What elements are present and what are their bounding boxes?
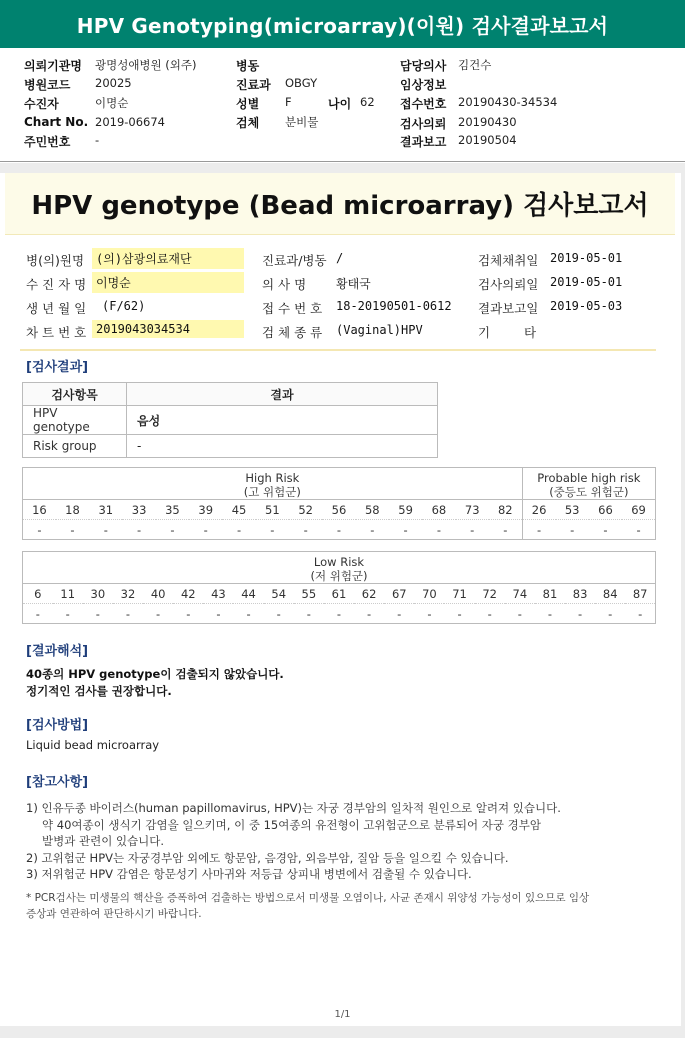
divider xyxy=(20,349,656,351)
doctor-label: 담당의사 xyxy=(400,59,447,73)
chart-label: Chart No. xyxy=(24,115,89,129)
grid-cell: - xyxy=(83,604,113,624)
results-table-header xyxy=(23,383,438,406)
grid-cell: 39 xyxy=(189,500,222,520)
chart-no-label: 차 트 번 호 xyxy=(26,325,87,340)
age-value: 62 xyxy=(360,95,375,109)
interpretation-text xyxy=(26,666,284,700)
specimen-type-value: (Vaginal)HPV xyxy=(336,323,423,337)
grid-cell: - xyxy=(444,604,474,624)
patient-dept-label: 진료과/병동 xyxy=(262,253,327,268)
grid-cell: - xyxy=(595,604,625,624)
low-risk-title: Low Risk xyxy=(313,554,365,569)
patient-doctor-value: 황태국 xyxy=(336,277,371,291)
grid-cell: - xyxy=(625,604,655,624)
grid-cell: 40 xyxy=(143,584,173,604)
grid-cell: - xyxy=(173,604,203,624)
grid-cell: 84 xyxy=(595,584,625,604)
code-label: 병원코드 xyxy=(24,78,71,92)
grid-cell: 81 xyxy=(535,584,565,604)
method-text: Liquid bead microarray xyxy=(26,738,160,752)
code-value: 20025 xyxy=(95,76,132,90)
grid-cell: - xyxy=(622,520,655,540)
high-risk-types-row xyxy=(23,500,656,520)
grid-cell: - xyxy=(535,604,565,624)
note-item-cont: 약 40여종이 생식기 감염을 일으키며, 이 중 15여종의 유전형이 고위험군으로 분류되어 자궁 경부암 xyxy=(42,817,541,832)
clinical-info-label: 임상정보 xyxy=(400,78,447,92)
grid-cell: - xyxy=(565,604,595,624)
grid-cell: - xyxy=(589,520,622,540)
page-gap xyxy=(0,163,685,173)
grid-cell: 82 xyxy=(489,500,522,520)
interpretation-section-title: [결과해석] xyxy=(26,644,89,659)
grid-cell: 74 xyxy=(505,584,535,604)
grid-cell: 53 xyxy=(556,500,589,520)
grid-cell: 73 xyxy=(456,500,489,520)
grid-cell: 58 xyxy=(356,500,389,520)
birth-value: (F/62) xyxy=(102,299,146,313)
patient-request-label: 검사의뢰일 xyxy=(478,277,539,292)
patient-accession-value: 18-20190501-0612 xyxy=(336,299,452,313)
low-risk-values-row xyxy=(23,604,656,624)
page-edge xyxy=(681,173,685,1026)
rrn-label: 주민번호 xyxy=(24,135,71,149)
request-info-panel xyxy=(0,48,685,162)
hospital-label: 의뢰기관명 xyxy=(24,59,82,73)
grid-cell: 11 xyxy=(53,584,83,604)
etc-label: 기 타 xyxy=(478,325,537,340)
doctor-value: 김건수 xyxy=(458,58,492,72)
accession-label: 접수번호 xyxy=(400,97,447,111)
interpretation-line: 40종의 HPV genotype이 검출되지 않았습니다. xyxy=(26,667,284,681)
patient-hospital-label: 병(의)원명 xyxy=(26,253,85,268)
footnote xyxy=(26,890,646,922)
grid-cell: - xyxy=(489,520,522,540)
low-risk-title-kr: (저 위험군) xyxy=(310,568,368,583)
banner-title: HPV Genotyping(microarray)(이원) 검사결과보고서 xyxy=(76,13,609,38)
patient-name-label: 수 진 자 명 xyxy=(26,277,87,292)
grid-cell: 54 xyxy=(264,584,294,604)
grid-cell: 43 xyxy=(203,584,233,604)
results-section-title: [검사결과] xyxy=(26,360,89,375)
sex-label: 성별 xyxy=(236,97,260,111)
grid-cell: 51 xyxy=(256,500,289,520)
row-item: HPV genotype xyxy=(23,406,127,435)
grid-cell: 87 xyxy=(625,584,655,604)
notes-list xyxy=(26,800,646,883)
patient-report-value: 2019-05-03 xyxy=(550,299,623,313)
grid-cell: 69 xyxy=(622,500,655,520)
table-row xyxy=(23,406,438,435)
grid-cell: 45 xyxy=(222,500,255,520)
probable-risk-header xyxy=(522,468,655,500)
grid-cell: 70 xyxy=(414,584,444,604)
rrn-value: - xyxy=(95,133,100,147)
grid-cell: 59 xyxy=(389,500,422,520)
grid-cell: - xyxy=(389,520,422,540)
high-risk-title-kr: (고 위험군) xyxy=(243,484,301,499)
grid-cell: - xyxy=(23,604,53,624)
grid-cell: - xyxy=(324,604,354,624)
grid-cell: - xyxy=(203,604,233,624)
grid-cell: - xyxy=(264,604,294,624)
grid-cell: 71 xyxy=(444,584,474,604)
patient-hospital-value: (의)삼광의료재단 xyxy=(92,248,244,269)
patient-dept-value: / xyxy=(336,251,344,265)
grid-cell: - xyxy=(556,520,589,540)
high-risk-header xyxy=(23,468,523,500)
patient-accession-label: 접 수 번 호 xyxy=(262,301,323,316)
accession-value: 20190430-34534 xyxy=(458,95,558,109)
low-risk-types-row xyxy=(23,584,656,604)
grid-cell: - xyxy=(356,520,389,540)
patient-doctor-label: 의 사 명 xyxy=(262,277,307,292)
grid-cell: 6 xyxy=(23,584,53,604)
grid-cell: 72 xyxy=(475,584,505,604)
grid-cell: 44 xyxy=(233,584,263,604)
note-item: 2) 고위험군 HPV는 자궁경부암 외에도 항문암, 음경암, 외음부암, 질암 등을 일으킬 수 있습니다. xyxy=(26,850,509,865)
row-item: Risk group xyxy=(23,435,127,458)
report-date-label: 결과보고 xyxy=(400,135,447,149)
grid-cell: 56 xyxy=(322,500,355,520)
grid-cell: - xyxy=(422,520,455,540)
grid-cell: 55 xyxy=(294,584,324,604)
note-item: 3) 저위험군 HPV 감염은 항문성기 사마귀와 저등급 상피내 병변에서 검출될 수 있습니다. xyxy=(26,867,472,881)
header-item: 검사항목 xyxy=(23,383,127,406)
note-item: 1) 인유두종 바이러스(human papillomavirus, HPV)는 자궁 경부암의 일차적 원인으로 알려져 있습니다. xyxy=(26,801,561,815)
chart-no-value: 2019043034534 xyxy=(92,320,244,338)
grid-cell: 35 xyxy=(156,500,189,520)
grid-cell: - xyxy=(322,520,355,540)
page-gap-bottom xyxy=(0,1026,685,1038)
grid-cell: 16 xyxy=(23,500,56,520)
collect-date-value: 2019-05-01 xyxy=(550,251,623,265)
grid-cell: - xyxy=(256,520,289,540)
grid-cell: - xyxy=(56,520,89,540)
high-risk-values-row xyxy=(23,520,656,540)
grid-cell: - xyxy=(475,604,505,624)
specimen-value: 분비물 xyxy=(285,115,319,129)
name-value: 이명순 xyxy=(95,96,129,110)
name-label: 수진자 xyxy=(24,97,59,111)
high-risk-table xyxy=(22,467,656,540)
patient-name-value: 이명순 xyxy=(92,272,244,293)
age-label: 나이 xyxy=(328,97,352,111)
grid-cell: - xyxy=(53,604,83,624)
grid-cell: - xyxy=(522,520,555,540)
report-header xyxy=(5,173,675,235)
interpretation-line: 정기적인 검사를 권장합니다. xyxy=(26,684,172,698)
grid-cell: - xyxy=(294,604,324,624)
request-date-value: 20190430 xyxy=(458,115,517,129)
grid-cell: 18 xyxy=(56,500,89,520)
grid-cell: - xyxy=(156,520,189,540)
method-section-title: [검사방법] xyxy=(26,718,89,733)
dept-value: OBGY xyxy=(285,76,318,90)
grid-cell: 32 xyxy=(113,584,143,604)
high-risk-title: High Risk xyxy=(245,470,300,485)
grid-cell: - xyxy=(23,520,56,540)
grid-cell: - xyxy=(89,520,122,540)
birth-label: 생 년 월 일 xyxy=(26,301,87,316)
request-date-label: 검사의뢰 xyxy=(400,117,447,131)
patient-request-value: 2019-05-01 xyxy=(550,275,623,289)
grid-cell: - xyxy=(456,520,489,540)
grid-cell: 67 xyxy=(384,584,414,604)
page-number: 1/1 xyxy=(334,1009,351,1020)
chart-value: 2019-06674 xyxy=(95,115,165,129)
report-title: HPV genotype (Bead microarray) 검사보고서 xyxy=(31,191,649,221)
note-item-cont: 발병과 관련이 있습니다. xyxy=(42,834,165,848)
grid-cell: 30 xyxy=(83,584,113,604)
notes-section-title: [참고사항] xyxy=(26,775,89,790)
grid-cell: - xyxy=(189,520,222,540)
grid-cell: 42 xyxy=(173,584,203,604)
footnote-line: 증상과 연관하여 판단하시기 바랍니다. xyxy=(26,908,202,920)
row-result: 음성 xyxy=(127,406,438,435)
report-banner xyxy=(0,0,685,48)
grid-cell: - xyxy=(233,604,263,624)
grid-cell: 52 xyxy=(289,500,322,520)
grid-cell: - xyxy=(289,520,322,540)
grid-cell: - xyxy=(505,604,535,624)
grid-cell: 33 xyxy=(122,500,155,520)
patient-report-label: 결과보고일 xyxy=(478,301,539,316)
grid-cell: 62 xyxy=(354,584,384,604)
low-risk-table xyxy=(22,551,656,624)
specimen-label: 검체 xyxy=(236,116,260,130)
hospital-value: 광명성애병원 (외주) xyxy=(95,58,197,72)
grid-cell: 31 xyxy=(89,500,122,520)
sex-value: F xyxy=(285,95,292,109)
grid-cell: 83 xyxy=(565,584,595,604)
grid-cell: - xyxy=(414,604,444,624)
grid-cell: - xyxy=(143,604,173,624)
grid-cell: 68 xyxy=(422,500,455,520)
grid-cell: 61 xyxy=(324,584,354,604)
probable-risk-title-kr: (중등도 위험군) xyxy=(549,484,629,499)
results-table xyxy=(22,382,438,458)
grid-cell: 26 xyxy=(522,500,555,520)
grid-cell: - xyxy=(384,604,414,624)
report-date-value: 20190504 xyxy=(458,133,517,147)
probable-risk-title: Probable high risk xyxy=(537,470,641,485)
table-row xyxy=(23,435,438,458)
footnote-line: * PCR검사는 미생물의 핵산을 증폭하여 검출하는 방법으로서 미생물 오염이나, 사균 존재시 위양성 가능성이 있으므로 임상 xyxy=(26,892,590,904)
collect-date-label: 검체채취일 xyxy=(478,253,539,268)
ward-label: 병동 xyxy=(236,59,260,73)
grid-cell: 66 xyxy=(589,500,622,520)
grid-cell: - xyxy=(222,520,255,540)
header-result: 결과 xyxy=(127,383,438,406)
row-result: - xyxy=(127,435,438,458)
specimen-type-label: 검 체 종 류 xyxy=(262,325,323,340)
grid-cell: - xyxy=(354,604,384,624)
low-risk-header xyxy=(23,552,656,584)
grid-cell: - xyxy=(113,604,143,624)
dept-label: 진료과 xyxy=(236,78,271,92)
grid-cell: - xyxy=(122,520,155,540)
